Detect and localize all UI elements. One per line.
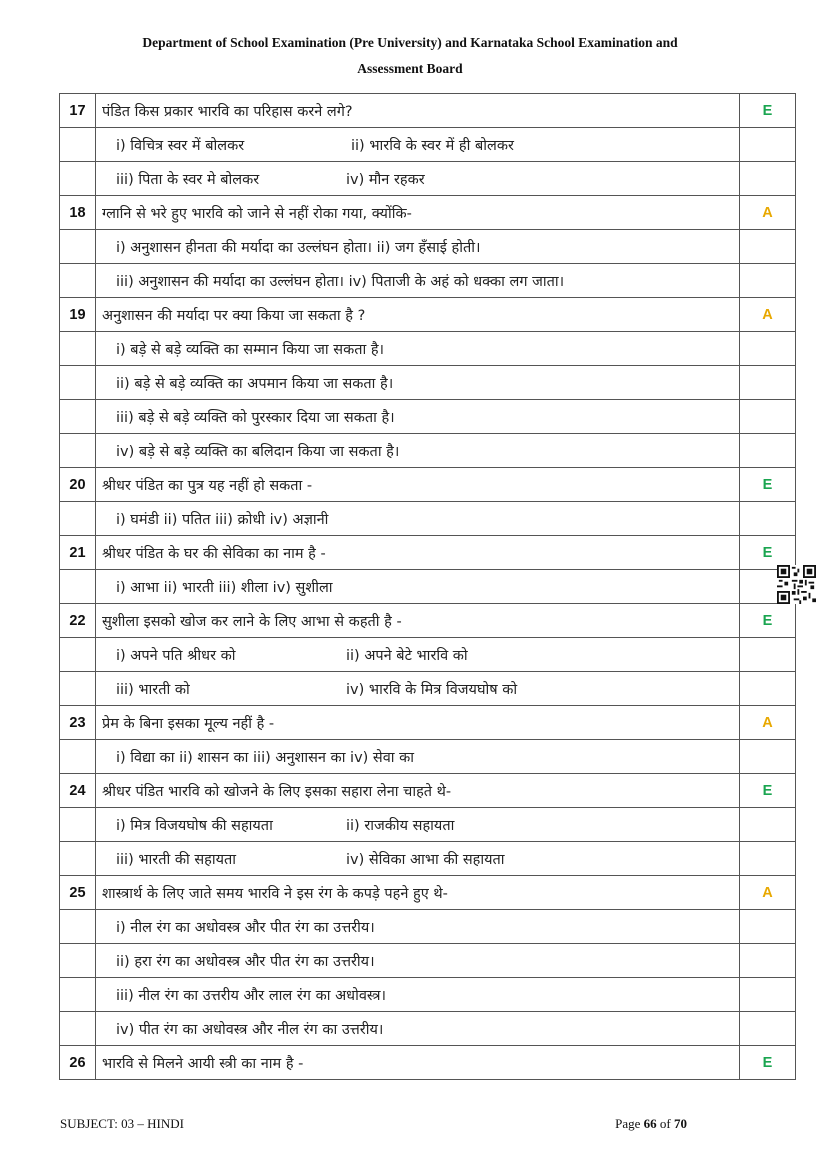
difficulty-level: E xyxy=(740,774,796,808)
answer-option: i) मित्र विजयघोष की सहायता xyxy=(116,817,273,834)
question-row xyxy=(60,1046,796,1080)
answer-option: iv) सेविका आभा की सहायता xyxy=(346,851,505,868)
option-row xyxy=(60,128,796,162)
difficulty-level xyxy=(740,264,796,298)
difficulty-level xyxy=(740,332,796,366)
option-row xyxy=(60,264,796,298)
answer-options xyxy=(96,162,740,196)
answer-option: ii) हरा रंग का अधोवस्त्र और पीत रंग का उत्तरीय। xyxy=(116,953,375,970)
question-number: 24 xyxy=(60,774,96,808)
question-text: पंडित किस प्रकार भारवि का परिहास करने लगे? xyxy=(96,94,740,128)
footer-subject: SUBJECT: 03 – HINDI xyxy=(60,1116,184,1131)
question-number xyxy=(60,332,96,366)
document-header xyxy=(60,30,760,82)
page-total: 70 xyxy=(674,1116,687,1131)
difficulty-level xyxy=(740,740,796,774)
answer-options xyxy=(96,740,740,774)
answer-options xyxy=(96,332,740,366)
option-row xyxy=(60,570,796,604)
option-row xyxy=(60,808,796,842)
answer-option: iii) भारती को xyxy=(116,681,190,698)
difficulty-level: A xyxy=(740,706,796,740)
question-number xyxy=(60,128,96,162)
answer-option: iv) पीत रंग का अधोवस्त्र और नील रंग का उत्तरीय। xyxy=(116,1021,384,1038)
difficulty-level xyxy=(740,230,796,264)
difficulty-level xyxy=(740,434,796,468)
answer-options xyxy=(96,434,740,468)
footer-page-number xyxy=(615,1116,687,1132)
question-row xyxy=(60,536,796,570)
difficulty-level xyxy=(740,162,796,196)
question-number xyxy=(60,910,96,944)
option-row xyxy=(60,842,796,876)
answer-options xyxy=(96,842,740,876)
difficulty-level: E xyxy=(740,1046,796,1080)
answer-options xyxy=(96,1012,740,1046)
difficulty-level xyxy=(740,808,796,842)
answer-options xyxy=(96,264,740,298)
difficulty-level xyxy=(740,400,796,434)
answer-options xyxy=(96,366,740,400)
option-row xyxy=(60,910,796,944)
header-line-1: Department of School Examination (Pre University) and Karnataka School Examination and xyxy=(142,35,678,50)
option-row xyxy=(60,638,796,672)
question-number: 22 xyxy=(60,604,96,638)
question-number xyxy=(60,944,96,978)
answer-option: iv) भारवि के मित्र विजयघोष को xyxy=(346,681,518,698)
answer-option: iv) मौन रहकर xyxy=(346,171,425,188)
question-number xyxy=(60,842,96,876)
question-number xyxy=(60,740,96,774)
page-prefix: Page xyxy=(615,1116,641,1131)
question-table-body xyxy=(60,94,796,1080)
question-row xyxy=(60,774,796,808)
difficulty-level: A xyxy=(740,196,796,230)
difficulty-level: A xyxy=(740,876,796,910)
answer-options xyxy=(96,128,740,162)
answer-options xyxy=(96,672,740,706)
answer-options xyxy=(96,502,740,536)
question-number: 19 xyxy=(60,298,96,332)
question-text: शास्त्रार्थ के लिए जाते समय भारवि ने इस रंग के कपड़े पहने हुए थे- xyxy=(96,876,740,910)
question-number: 23 xyxy=(60,706,96,740)
answer-option: ii) भारवि के स्वर में ही बोलकर xyxy=(351,137,514,154)
answer-options xyxy=(96,230,740,264)
answer-option: iii) भारती की सहायता xyxy=(116,851,237,868)
option-row xyxy=(60,740,796,774)
answer-option: i) विचित्र स्वर में बोलकर xyxy=(116,137,245,154)
answer-option: i) नील रंग का अधोवस्त्र और पीत रंग का उत्तरीय। xyxy=(116,919,375,936)
question-number: 18 xyxy=(60,196,96,230)
question-number xyxy=(60,978,96,1012)
question-row xyxy=(60,604,796,638)
question-number xyxy=(60,230,96,264)
question-text: अनुशासन की मर्यादा पर क्या किया जा सकता है ? xyxy=(96,298,740,332)
question-table xyxy=(59,93,796,1080)
question-number: 26 xyxy=(60,1046,96,1080)
option-row xyxy=(60,332,796,366)
question-text: भारवि से मिलने आयी स्त्री का नाम है - xyxy=(96,1046,740,1080)
difficulty-level xyxy=(740,978,796,1012)
question-number: 21 xyxy=(60,536,96,570)
question-text: श्रीधर पंडित के घर की सेविका का नाम है - xyxy=(96,536,740,570)
question-number xyxy=(60,162,96,196)
difficulty-level xyxy=(740,502,796,536)
answer-option: ii) राजकीय सहायता xyxy=(346,817,455,834)
option-row xyxy=(60,1012,796,1046)
question-row xyxy=(60,876,796,910)
difficulty-level xyxy=(740,910,796,944)
question-number xyxy=(60,672,96,706)
answer-option: i) आभा ii) भारती iii) शीला iv) सुशीला xyxy=(116,579,333,596)
answer-option: iii) पिता के स्वर मे बोलकर xyxy=(116,171,260,188)
page-of: of xyxy=(659,1116,671,1131)
question-number: 25 xyxy=(60,876,96,910)
answer-option: i) घमंडी ii) पतित iii) क्रोधी iv) अज्ञानी xyxy=(116,511,329,528)
question-number xyxy=(60,808,96,842)
answer-option: iii) नील रंग का उत्तरीय और लाल रंग का अधोवस्त्र। xyxy=(116,987,387,1004)
difficulty-level xyxy=(740,842,796,876)
question-row xyxy=(60,94,796,128)
difficulty-level xyxy=(740,944,796,978)
question-number xyxy=(60,400,96,434)
option-row xyxy=(60,230,796,264)
question-number: 17 xyxy=(60,94,96,128)
difficulty-level xyxy=(740,638,796,672)
answer-option: i) अनुशासन हीनता की मर्यादा का उल्लंघन होता। ii) जग हँसाई होती। xyxy=(116,239,481,256)
question-text: ग्लानि से भरे हुए भारवि को जाने से नहीं रोका गया, क्योंकि- xyxy=(96,196,740,230)
answer-option: iii) अनुशासन की मर्यादा का उल्लंघन होता। iv) पिताजी के अहं को धक्का लग जाता। xyxy=(116,273,565,290)
answer-options xyxy=(96,808,740,842)
difficulty-level xyxy=(740,366,796,400)
question-number xyxy=(60,264,96,298)
question-row xyxy=(60,468,796,502)
question-number xyxy=(60,434,96,468)
question-text: श्रीधर पंडित का पुत्र यह नहीं हो सकता - xyxy=(96,468,740,502)
page-current: 66 xyxy=(643,1116,657,1131)
question-number xyxy=(60,570,96,604)
header-line-2: Assessment Board xyxy=(357,61,463,76)
qr-code-icon xyxy=(777,565,816,604)
question-number xyxy=(60,1012,96,1046)
difficulty-level: E xyxy=(740,94,796,128)
question-row xyxy=(60,196,796,230)
answer-options xyxy=(96,400,740,434)
option-row xyxy=(60,978,796,1012)
answer-options xyxy=(96,944,740,978)
answer-option: ii) बड़े से बड़े व्यक्ति का अपमान किया जा सकता है। xyxy=(116,375,394,392)
option-row xyxy=(60,502,796,536)
question-text: श्रीधर पंडित भारवि को खोजने के लिए इसका सहारा लेना चाहते थे- xyxy=(96,774,740,808)
option-row xyxy=(60,434,796,468)
question-text: सुशीला इसको खोज कर लाने के लिए आभा से कहती है - xyxy=(96,604,740,638)
difficulty-level: E xyxy=(740,468,796,502)
answer-option: iv) बड़े से बड़े व्यक्ति का बलिदान किया जा सकता है। xyxy=(116,443,400,460)
question-row xyxy=(60,298,796,332)
question-number: 20 xyxy=(60,468,96,502)
question-number xyxy=(60,638,96,672)
answer-option: i) बड़े से बड़े व्यक्ति का सम्मान किया जा सकता है। xyxy=(116,341,385,358)
question-text: प्रेम के बिना इसका मूल्य नहीं है - xyxy=(96,706,740,740)
question-row xyxy=(60,706,796,740)
difficulty-level xyxy=(740,128,796,162)
answer-option: ii) अपने बेटे भारवि को xyxy=(346,647,468,664)
option-row xyxy=(60,672,796,706)
answer-option: iii) बड़े से बड़े व्यक्ति को पुरस्कार दिया जा सकता है। xyxy=(116,409,395,426)
answer-options xyxy=(96,910,740,944)
difficulty-level: A xyxy=(740,298,796,332)
difficulty-level: E xyxy=(740,536,796,570)
answer-option: i) विद्या का ii) शासन का iii) अनुशासन का iv) सेवा का xyxy=(116,749,415,766)
answer-options xyxy=(96,978,740,1012)
answer-option: i) अपने पति श्रीधर को xyxy=(116,647,236,664)
option-row xyxy=(60,944,796,978)
difficulty-level xyxy=(740,672,796,706)
difficulty-level xyxy=(740,1012,796,1046)
answer-options xyxy=(96,570,740,604)
option-row xyxy=(60,162,796,196)
difficulty-level: E xyxy=(740,604,796,638)
option-row xyxy=(60,366,796,400)
answer-options xyxy=(96,638,740,672)
question-number xyxy=(60,366,96,400)
option-row xyxy=(60,400,796,434)
question-number xyxy=(60,502,96,536)
